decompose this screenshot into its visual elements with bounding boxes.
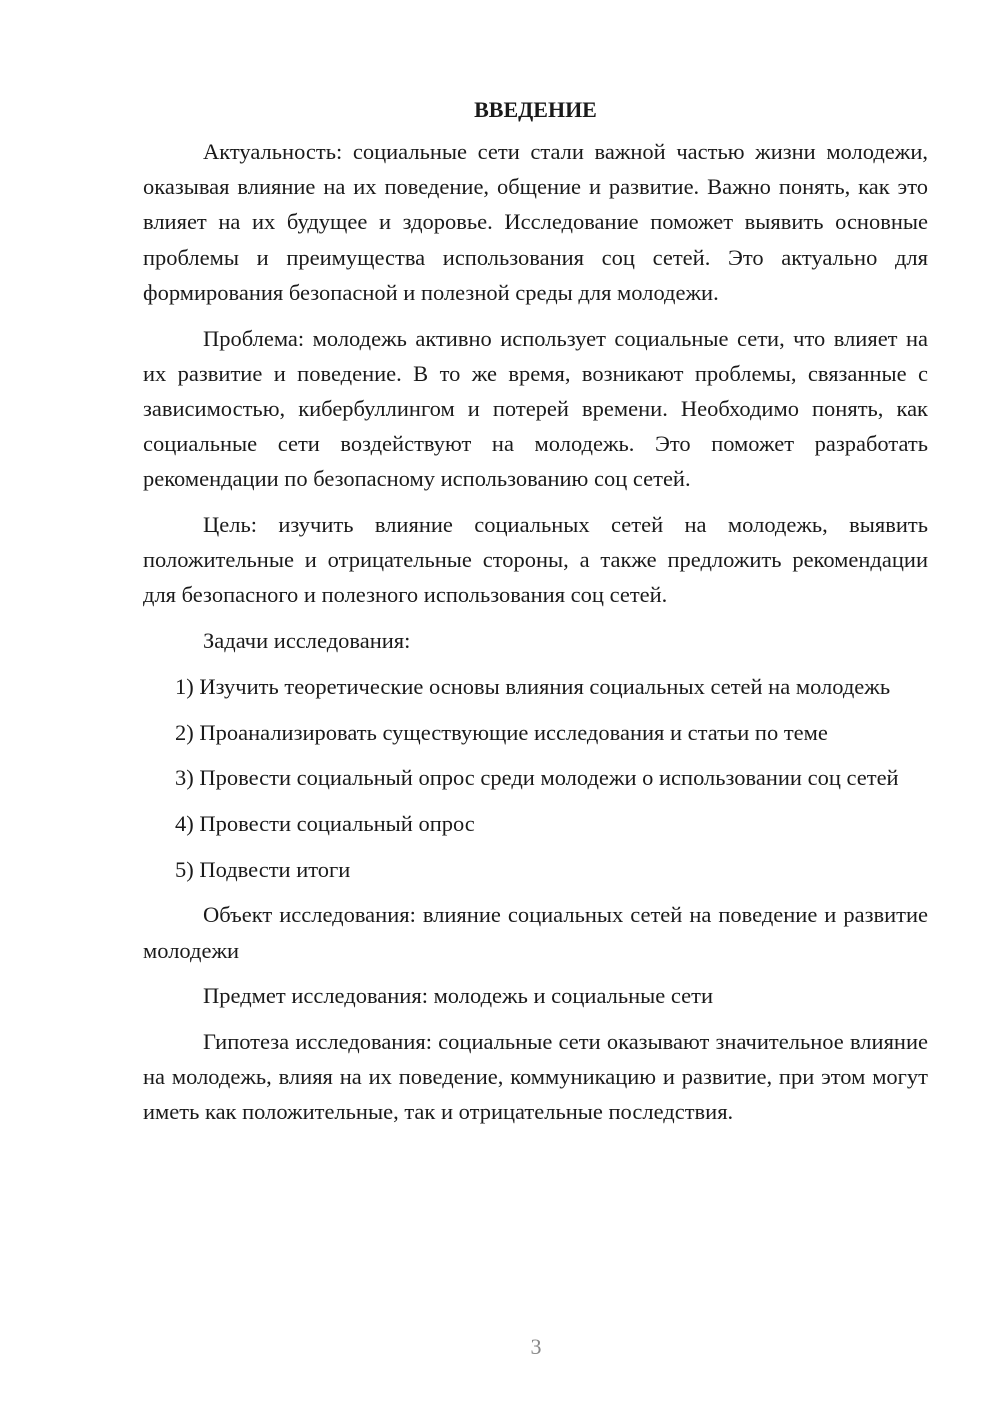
task-item: 4) Провести социальный опрос xyxy=(175,810,475,836)
goal-paragraph: Цель: изучить влияние социальных сетей на молодежь, выявить положительные и отрицательные стороны, а также предложить рекомендации для безопасного и полезного использования соц сетей. xyxy=(143,512,928,608)
subject-paragraph: Предмет исследования: молодежь и социальные сети xyxy=(203,983,714,1009)
document-page xyxy=(143,94,928,1140)
task-item: 2) Проанализировать существующие исследования и статьи по теме xyxy=(175,719,828,745)
relevance-paragraph: Актуальность: социальные сети стали важной частью жизни молодежи, оказывая влияние на их поведение, общение и развитие. Важно понять, как это влияет на их будущее и здоровье. Исследование поможет выявить основные проблемы и преимущества использования соц сетей. Это актуально для формирования безопасной и полезной среды для молодежи. xyxy=(143,139,928,305)
object-paragraph: Объект исследования: влияние социальных сетей на поведение и развитие молодежи xyxy=(143,902,928,963)
section-title: ВВЕДЕНИЕ xyxy=(474,97,597,122)
hypothesis-paragraph: Гипотеза исследования: социальные сети оказывают значительное влияние на молодежь, влияя на их поведение, коммуникацию и развитие, при этом могут иметь как положительные, так и отрицательные последствия. xyxy=(143,1028,928,1125)
problem-paragraph: Проблема: молодежь активно использует социальные сети, что влияет на их развитие и поведение. В то же время, возникают проблемы, связанные с зависимостью, кибербуллингом и потерей времени. Необходимо понять, как социальные сети воздействуют на молодежь. Это поможет разработать рекомендации по безопасному использованию соц сетей. xyxy=(143,325,928,492)
task-item: 3) Провести социальный опрос среди молодежи о использовании соц сетей xyxy=(175,765,899,791)
page-number: 3 xyxy=(530,1334,542,1359)
tasks-heading: Задачи исследования: xyxy=(203,628,411,654)
task-item: 5) Подвести итоги xyxy=(175,856,351,882)
task-item: 1) Изучить теоретические основы влияния социальных сетей на молодежь xyxy=(175,673,891,699)
